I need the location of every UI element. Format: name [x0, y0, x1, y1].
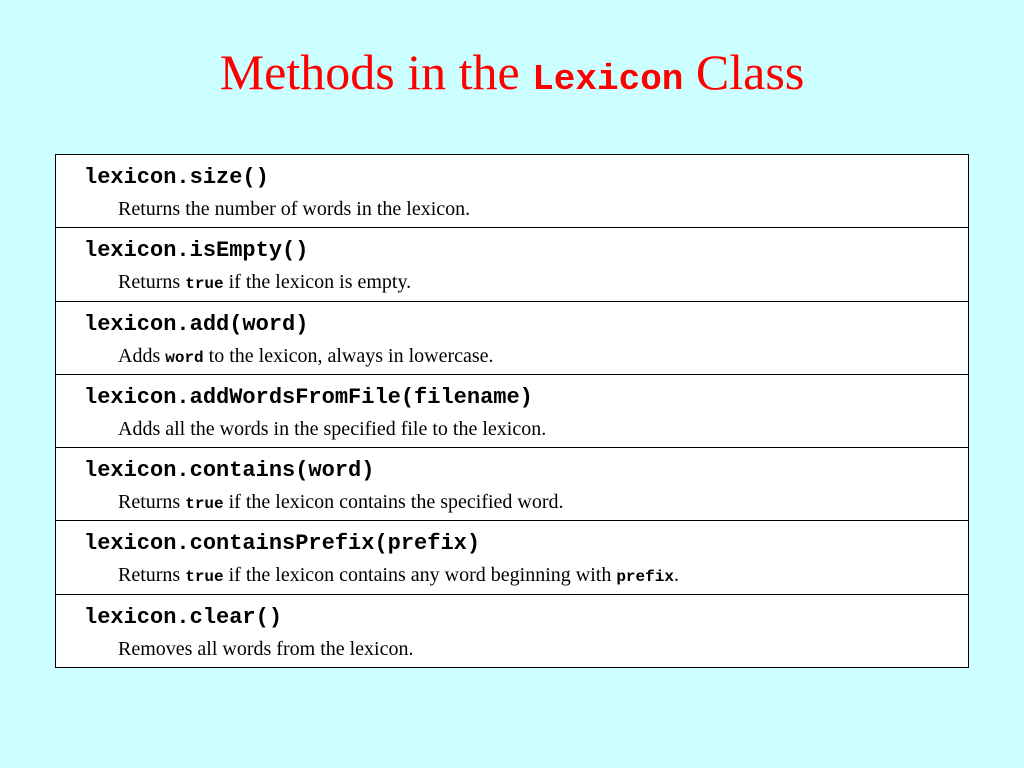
- desc-text: Adds: [118, 344, 166, 367]
- method-signature: lexicon.contains(word): [84, 458, 375, 484]
- method-description: [118, 563, 679, 589]
- slide-title: [0, 42, 1024, 110]
- method-signature: lexicon.add(word): [84, 311, 309, 337]
- desc-text: .: [673, 564, 679, 587]
- desc-text: Removes all words from the lexicon.: [118, 637, 414, 660]
- method-description: [118, 490, 564, 516]
- title-text: Methods in the: [219, 44, 520, 100]
- method-description: [118, 417, 546, 443]
- desc-text: if the lexicon contains the specified word.: [223, 491, 564, 514]
- method-row-size: [56, 155, 968, 227]
- method-signature: lexicon.size(): [84, 165, 269, 190]
- desc-code: true: [185, 275, 224, 294]
- method-description: [118, 637, 414, 663]
- desc-text: Returns: [118, 564, 186, 587]
- title-text-end: Class: [695, 44, 805, 100]
- desc-code: true: [185, 568, 224, 587]
- method-signature: lexicon.containsPrefix(prefix): [84, 531, 481, 557]
- method-signature: lexicon.isEmpty(): [84, 238, 309, 264]
- method-row-add: [56, 301, 968, 374]
- method-row-addwordsfromfile: [56, 374, 968, 447]
- method-row-contains: [56, 447, 968, 520]
- method-row-clear: [56, 594, 968, 667]
- desc-code: true: [185, 495, 224, 514]
- desc-text: Returns: [118, 491, 186, 514]
- method-description: [118, 270, 411, 296]
- method-description: [118, 197, 470, 223]
- method-signature: lexicon.addWordsFromFile(filename): [84, 384, 533, 410]
- method-description: [118, 344, 494, 370]
- desc-code: prefix: [616, 568, 674, 587]
- title-class-name: Lexicon: [532, 59, 684, 100]
- method-row-containsprefix: [56, 520, 968, 593]
- method-row-isempty: [56, 227, 968, 300]
- desc-text: Returns: [118, 271, 186, 294]
- desc-text: if the lexicon is empty.: [223, 271, 412, 294]
- methods-table: [55, 154, 969, 668]
- desc-text: if the lexicon contains any word beginning with: [223, 564, 617, 587]
- desc-text: Adds all the words in the specified file to the lexicon.: [118, 417, 547, 440]
- desc-text: Returns the number of words in the lexicon.: [118, 198, 471, 220]
- method-signature: lexicon.clear(): [84, 604, 283, 630]
- desc-text: to the lexicon, always in lowercase.: [203, 344, 494, 367]
- desc-code: word: [165, 348, 204, 367]
